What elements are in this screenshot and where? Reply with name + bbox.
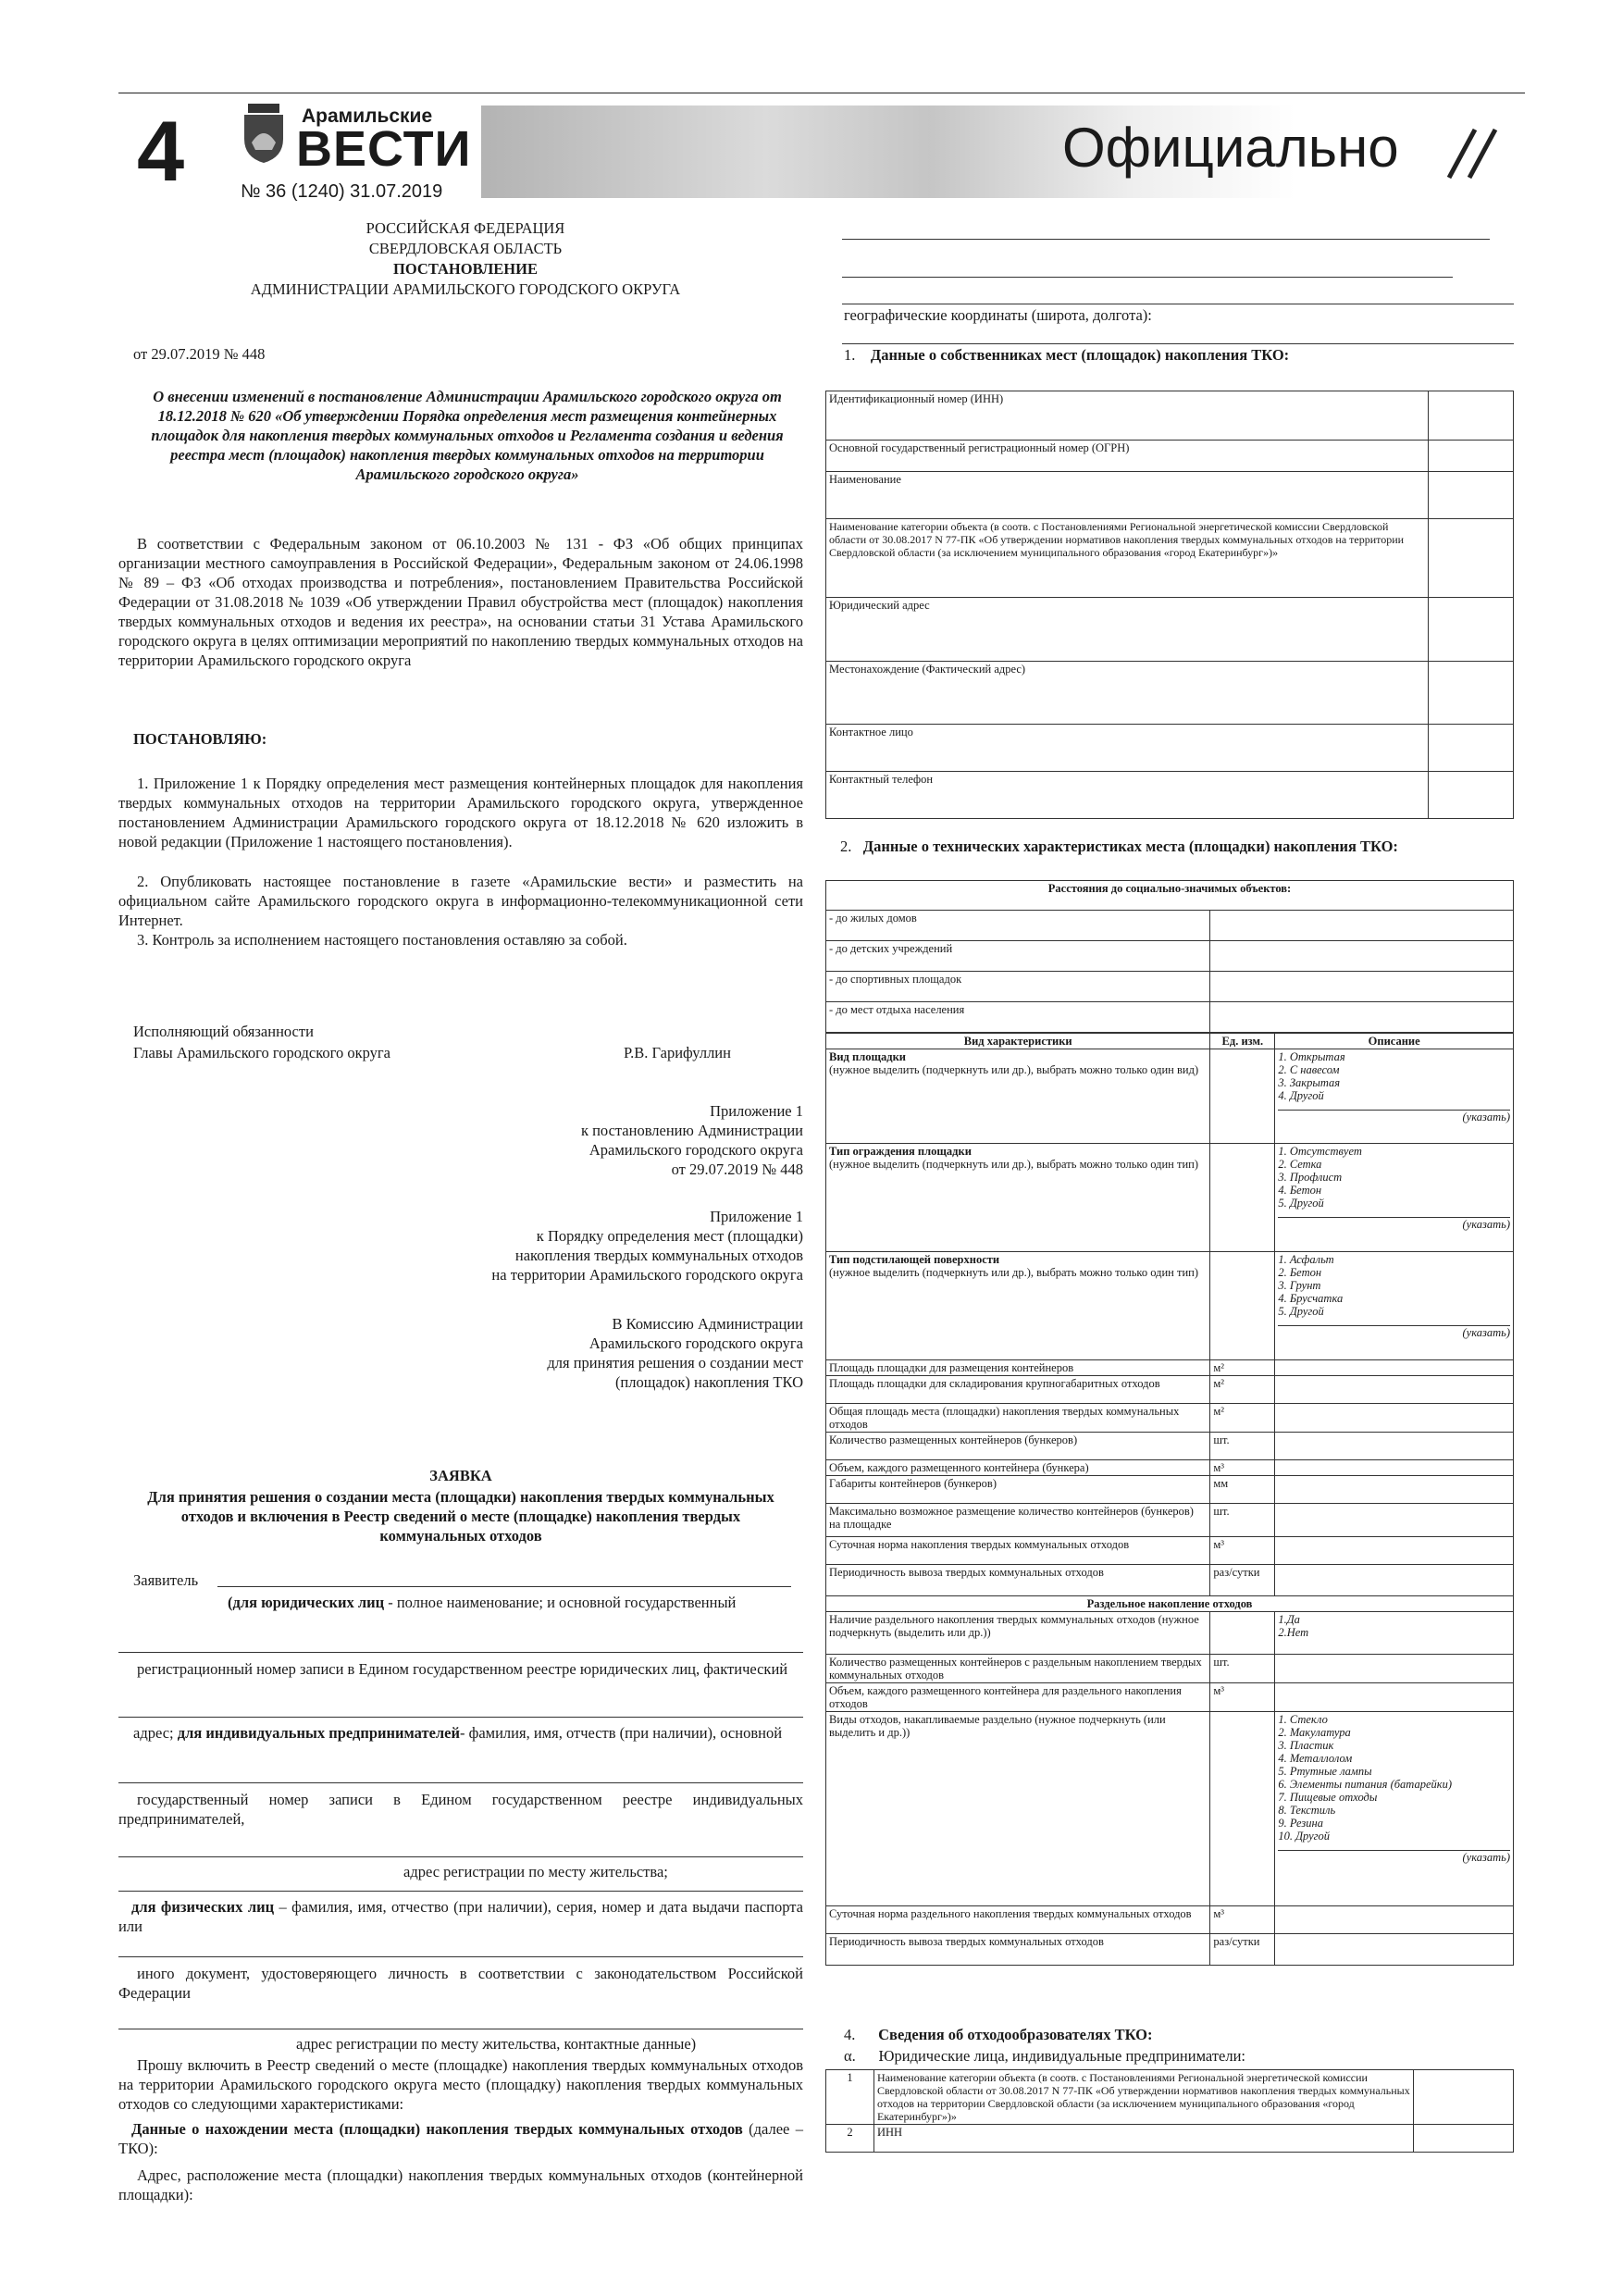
kind-row (826, 1049, 1210, 1144)
location-rest: (далее – ТКО): (118, 2120, 803, 2157)
kind-row (826, 1144, 1210, 1252)
metric-value[interactable] (1275, 1565, 1514, 1596)
option-item[interactable]: 1. Асфальт (1278, 1253, 1334, 1266)
owner-row-label: Контактное лицо (826, 725, 1429, 772)
appendix1-block (278, 1101, 803, 1179)
distances-title: Расстояния до социально-значимых объектов: (826, 881, 1514, 911)
request-text: Прошу включить в Реестр сведений о месте (площадке) накопления твердых коммунальных отходов на территории Арамильского городского округа место (площадку) накопления твердых коммунальных отходов со следующими характеристиками: (118, 2056, 803, 2113)
appendix2-line: к Порядку определения мест (площадки) (536, 1227, 803, 1245)
distance-label: - до жилых домов (826, 911, 1210, 941)
sep-value[interactable] (1275, 1906, 1514, 1934)
ip-address-label: адрес регистрации по месту жительства; (403, 1863, 668, 1880)
phys-cont: иного документ, удостоверяющего личность в соответствии с законодательством Российской Федерации (118, 1965, 803, 2002)
right-line-1[interactable] (842, 239, 1490, 240)
phys-top-line[interactable] (118, 1891, 803, 1892)
owner-row-value[interactable] (1429, 472, 1514, 519)
gen-row-number: 1 (826, 2070, 874, 2125)
metric-unit: м³ (1210, 1537, 1275, 1565)
header-line-2: СВЕРДЛОВСКАЯ ОБЛАСТЬ (368, 240, 563, 257)
option-item[interactable]: 3. Пластик (1278, 1739, 1334, 1752)
appendix1-line: Приложение 1 (710, 1102, 803, 1120)
owner-row-value[interactable] (1429, 772, 1514, 819)
sep-unit (1210, 1712, 1275, 1906)
option-item[interactable]: 9. Резина (1278, 1817, 1323, 1830)
owner-row-label: Контактный телефон (826, 772, 1429, 819)
metric-value[interactable] (1275, 1404, 1514, 1433)
option-item[interactable]: 2. Макулатура (1278, 1726, 1351, 1739)
ip-input-line[interactable] (118, 1782, 803, 1783)
kind-note: (нужное выделить (подчеркнуть или др.), выбрать можно только один тип) (829, 1266, 1199, 1279)
decree-title: О внесении изменений в постановление Администрации Арамильского городского округа от 18.12.2018 № 620 «Об утверждении Порядка определения мест размещения контейнерных площадок для накопления твердых коммунальных отходов и Регламента создания и ведения реестра мест (площадок) накопления твердых коммунальных отходов на территории Арамильского городского округа» (151, 388, 784, 483)
distance-label: - до спортивных площадок (826, 972, 1210, 1002)
col-desc-header: Описание (1275, 1034, 1514, 1049)
owner-row-value[interactable] (1429, 725, 1514, 772)
kind-title: Вид площадки (829, 1050, 906, 1063)
sep-label: Наличие раздельного накопления твердых коммунальных отходов (нужное подчеркнуть (выделить или др.)) (826, 1612, 1210, 1655)
option-item[interactable]: 4. Металлолом (1278, 1752, 1353, 1765)
metric-unit: шт. (1210, 1433, 1275, 1460)
distance-value[interactable] (1210, 1002, 1514, 1033)
section4a-num: α. (844, 2047, 856, 2065)
kind-row (826, 1252, 1210, 1360)
appendix1-line: Арамильского городского округа (588, 1141, 803, 1159)
phys-text (118, 1897, 803, 1936)
metric-value[interactable] (1275, 1460, 1514, 1476)
masthead (118, 93, 1525, 213)
option-item[interactable]: 3. Закрытая (1278, 1076, 1341, 1089)
decree-resolve: ПОСТАНОВЛЯЮ: (133, 730, 267, 748)
gen-row-label: ИНН (873, 2125, 1413, 2153)
appendix2-line: Приложение 1 (710, 1208, 803, 1225)
sep-label: Периодичность вывоза твердых коммунальных отходов (826, 1934, 1210, 1966)
col-kind-header: Вид характеристики (826, 1034, 1210, 1049)
metric-label: Площадь площадки для складирования крупногабаритных отходов (826, 1376, 1210, 1404)
location-bold: Данные о нахождении места (площадки) накопления твердых коммунальных отходов (131, 2120, 743, 2138)
metric-label: Максимально возможное размещение количество контейнеров (бункеров) на площадке (826, 1504, 1210, 1537)
metric-value[interactable] (1275, 1537, 1514, 1565)
application-title: ЗАЯВКА (429, 1467, 492, 1484)
section1-heading (844, 345, 1289, 365)
option-item[interactable]: 2. Сетка (1278, 1158, 1322, 1171)
ip-pre: адрес; (133, 1724, 174, 1742)
newspaper-name-big: ВЕСТИ (296, 121, 472, 177)
section2-title: Данные о технических характеристиках места (площадки) накопления ТКО: (862, 838, 1398, 855)
decree-item-3: 3. Контроль за исполнением настоящего постановления оставляю за собой. (137, 931, 627, 949)
sep-value[interactable] (1275, 1655, 1514, 1683)
characteristics-table (825, 1033, 1514, 1966)
metric-unit: мм (1210, 1476, 1275, 1504)
option-item[interactable]: 3. Профлист (1278, 1171, 1343, 1184)
owner-row-label: Основной государственный регистрационный номер (ОГРН) (826, 441, 1429, 472)
kind-options[interactable] (1275, 1049, 1514, 1144)
section-title: Официально (1062, 117, 1399, 179)
sep-options[interactable] (1275, 1712, 1514, 1906)
ip-cont: государственный номер записи в Едином государственном реестре индивидуальных предпринимателей, (118, 1791, 803, 1828)
legal-entity-cont: регистрационный номер записи в Едином государственном реестре юридических лиц, фактический (137, 1660, 788, 1678)
sep-label: Виды отходов, накапливаемые раздельно (нужное подчеркнуть (или выделить и др.)) (826, 1712, 1210, 1906)
addressee-line: для принятия решения о создании мест (547, 1354, 803, 1371)
option-item[interactable]: 2. Бетон (1278, 1266, 1322, 1279)
newspaper-name-small: Арамильские (302, 105, 433, 127)
sep-unit: м³ (1210, 1906, 1275, 1934)
option-item[interactable]: 2.Нет (1278, 1626, 1309, 1639)
metric-label: Площадь площадки для размещения контейнеров (826, 1360, 1210, 1376)
metric-label: Суточная норма накопления твердых коммунальных отходов (826, 1537, 1210, 1565)
sep-label: Суточная норма раздельного накопления твердых коммунальных отходов (826, 1906, 1210, 1934)
section4-heading (844, 2025, 1152, 2044)
decree-item-2: 2. Опубликовать настоящее постановление в газете «Арамильские вести» и разместить на официальном сайте Арамильского городского округа в информационно-телекоммуникационной сети Интернет. (118, 873, 803, 929)
legal-input-line[interactable] (118, 1652, 803, 1653)
metric-unit: м² (1210, 1404, 1275, 1433)
option-item[interactable]: 3. Грунт (1278, 1279, 1321, 1292)
distance-label: - до детских учреждений (826, 941, 1210, 972)
section2-heading (825, 837, 1514, 856)
distances-table (825, 880, 1514, 1033)
kind-note: (нужное выделить (подчеркнуть или др.), выбрать можно только один тип) (829, 1158, 1199, 1171)
owner-row-label: Наименование (826, 472, 1429, 519)
ip-bold: для индивидуальных предпринимателей (177, 1724, 461, 1742)
option-item[interactable]: 8. Текстиль (1278, 1804, 1336, 1817)
phys-bold: для физических лиц (131, 1898, 275, 1916)
sep-unit: раз/сутки (1210, 1934, 1275, 1966)
addressee-block (278, 1314, 803, 1392)
appendix2-line: на территории Арамильского городского округа (491, 1266, 803, 1284)
owner-row-value[interactable] (1429, 391, 1514, 441)
gen-row-number: 2 (826, 2125, 874, 2153)
owner-row-label: Юридический адрес (826, 598, 1429, 662)
distance-value[interactable] (1210, 911, 1514, 941)
owner-row-value[interactable] (1429, 662, 1514, 725)
decree-item-1: 1. Приложение 1 к Порядку определения мест размещения контейнерных площадок для накопления твердых коммунальных отходов на территории Арамильского городского округа, утвержденное постановлением Администрации Арамильского городского округа от 18.12.2018 № 620 изложить в новой редакции (Приложение 1 настоящего постановления). (118, 775, 803, 850)
appendix2-block (278, 1207, 803, 1285)
header-line-3: ПОСТАНОВЛЕНИЕ (393, 260, 538, 278)
issue-number: № 36 (1240) 31.07.2019 (241, 181, 443, 202)
kind-note: (нужное выделить (подчеркнуть или др.), выбрать можно только один вид) (829, 1063, 1199, 1076)
kind-unit (1210, 1144, 1275, 1252)
option-item[interactable]: 2. С навесом (1278, 1063, 1340, 1076)
option-item[interactable]: 1. Отсутствует (1278, 1145, 1362, 1158)
owner-row-value[interactable] (1429, 441, 1514, 472)
specify-note: (указать) (1278, 1110, 1510, 1123)
location-text (118, 2119, 803, 2158)
applicant-input-line[interactable] (217, 1586, 791, 1587)
addressee-line: В Комиссию Администрации (612, 1315, 803, 1333)
right-line-4[interactable] (842, 343, 1514, 344)
owner-row-label: Наименование категории объекта (в соотв. с Постановлениями Региональной энергетической комиссии Свердловской области от 30.08.2017 N 77-ПК «Об утверждении нормативов накопления твердых коммунальных отходов на территории Свердловской области (за исключением муниципального образования «город Екатеринбург»)» (826, 519, 1429, 598)
metric-label: Объем, каждого размещенного контейнера (бункера) (826, 1460, 1210, 1476)
option-item[interactable]: 6. Элементы питания (батарейки) (1278, 1778, 1453, 1791)
metric-value[interactable] (1275, 1504, 1514, 1537)
signature-name: Р.В. Гарифуллин (624, 1044, 731, 1061)
metric-value[interactable] (1275, 1360, 1514, 1376)
option-item[interactable]: 5. Ртутные лампы (1278, 1765, 1372, 1778)
kind-options[interactable] (1275, 1144, 1514, 1252)
metric-label: Количество размещенных контейнеров (бункеров) (826, 1433, 1210, 1460)
sep-label: Объем, каждого размещенного контейнера для раздельного накопления отходов (826, 1683, 1210, 1712)
right-line-2[interactable] (842, 277, 1453, 278)
header-line-1: РОССИЙСКАЯ ФЕДЕРАЦИЯ (365, 219, 565, 237)
waste-generators-table (825, 2069, 1514, 2153)
separate-collection-title: Раздельное накопление отходов (826, 1596, 1514, 1612)
town-emblem (241, 102, 287, 165)
signature-position-2: Главы Арамильского городского округа (133, 1044, 391, 1061)
phys-address-label: адрес регистрации по месту жительства, контактные данные) (296, 2035, 697, 2053)
appendix2-line: накопления твердых коммунальных отходов (514, 1247, 803, 1264)
option-item[interactable]: 1. Стекло (1278, 1713, 1328, 1726)
owner-row-value[interactable] (1429, 519, 1514, 598)
option-item[interactable]: 4. Брусчатка (1278, 1292, 1344, 1305)
metric-unit: м² (1210, 1360, 1275, 1376)
address-text: Адрес, расположение места (площадки) накопления твердых коммунальных отходов (контейнерной площадки): (118, 2166, 803, 2203)
sep-unit (1210, 1612, 1275, 1655)
ip-address-input-line[interactable] (118, 1856, 803, 1857)
section4-title: Сведения об отходообразователях ТКО: (878, 2026, 1153, 2043)
owner-row-label: Идентификационный номер (ИНН) (826, 391, 1429, 441)
page-number: 4 (137, 105, 185, 199)
col-unit-header: Ед. изм. (1210, 1034, 1275, 1049)
decree-date: от 29.07.2019 № 448 (133, 345, 266, 363)
legal-entity-rest: - полное наименование; и основной государственный (388, 1594, 737, 1611)
ip-rest: - фамилия, имя, отчеств (при наличии), основной (460, 1724, 783, 1742)
applicant-label: Заявитель (133, 1571, 199, 1589)
option-item[interactable]: 5. Другой (1278, 1197, 1324, 1210)
sep-value[interactable] (1275, 1934, 1514, 1966)
header-line-4: АДМИНИСТРАЦИИ АРАМИЛЬСКОГО ГОРОДСКОГО ОКРУГА (250, 280, 681, 298)
section4a-heading (844, 2046, 1245, 2066)
distance-value[interactable] (1210, 941, 1514, 972)
addressee-line: Арамильского городского округа (588, 1334, 803, 1352)
kind-options[interactable] (1275, 1252, 1514, 1360)
gen-row-label: Наименование категории объекта (в соотв. с Постановлениями Региональной энергетической комиссии Свердловской области от 30.08.2017 N 77-ПК «Об утверждении нормативов накопления твердых коммунальных отходов на территории Свердловской области (за исключением муниципального образования «город Екатеринбург»)» (873, 2070, 1413, 2125)
option-item[interactable]: 1.Да (1278, 1613, 1300, 1626)
ip-text (118, 1723, 803, 1743)
specify-note: (указать) (1278, 1850, 1510, 1864)
decree-preamble: В соответствии с Федеральным законом от 06.10.2003 № 131 - ФЗ «Об общих принципах организации местного самоуправления в Российской Федерации», Федеральным законом от 24.06.1998 № 89 – ФЗ «Об отходах производства и потребления», постановлением Правительства Российской Федерации от 31.08.2018 № 1039 «Об утверждении Правил обустройства мест (площадок) накопления твердых коммунальных отходов и ведения их реестра», на основании статьи 31 Устава Арамильского городского округа в целях оптимизации мероприятий по накоплению твердых коммунальных отходов на территории Арамильского городского округа (118, 535, 803, 669)
application-subtitle: Для принятия решения о создании места (площадки) накопления твердых коммунальных отходов и включения в Реестр сведений о месте (площадке) накопления твердых коммунальных отходов (147, 1488, 774, 1545)
double-slash-icon (1443, 126, 1505, 181)
option-item[interactable]: 4. Бетон (1278, 1184, 1322, 1197)
option-item[interactable]: 7. Пищевые отходы (1278, 1791, 1378, 1804)
option-item[interactable]: 5. Другой (1278, 1305, 1324, 1318)
section2-num: 2. (840, 838, 852, 855)
distance-value[interactable] (1210, 972, 1514, 1002)
owner-row-value[interactable] (1429, 598, 1514, 662)
distance-label: - до мест отдыха населения (826, 1002, 1210, 1033)
metric-unit: шт. (1210, 1504, 1275, 1537)
sep-options[interactable] (1275, 1612, 1514, 1655)
metric-unit: м³ (1210, 1460, 1275, 1476)
specify-note: (указать) (1278, 1325, 1510, 1339)
section1-title: Данные о собственниках мест (площадок) накопления ТКО: (870, 346, 1290, 364)
metric-value[interactable] (1275, 1476, 1514, 1504)
appendix1-line: к постановлению Администрации (580, 1122, 803, 1139)
legal-entity-text (118, 1593, 803, 1612)
metric-label: Периодичность вывоза твердых коммунальных отходов (826, 1565, 1210, 1596)
sep-value[interactable] (1275, 1683, 1514, 1712)
kind-unit (1210, 1252, 1275, 1360)
owners-table (825, 391, 1514, 819)
section4-num: 4. (844, 2026, 856, 2043)
sep-unit: шт. (1210, 1655, 1275, 1683)
geo-coordinates-label: географические координаты (широта, долгота): (844, 306, 1152, 324)
specify-note: (указать) (1278, 1217, 1510, 1231)
section4a-title: Юридические лица, индивидуальные предприниматели: (878, 2047, 1245, 2065)
gen-row-value[interactable] (1414, 2125, 1514, 2153)
owner-row-label: Местонахождение (Фактический адрес) (826, 662, 1429, 725)
metric-unit: м² (1210, 1376, 1275, 1404)
metric-label: Габариты контейнеров (бункеров) (826, 1476, 1210, 1504)
sep-label: Количество размещенных контейнеров с раздельным накоплением твердых коммунальных отходов (826, 1655, 1210, 1683)
legal-address-line[interactable] (118, 1717, 803, 1718)
addressee-line: (площадок) накопления ТКО (614, 1373, 803, 1391)
metric-value[interactable] (1275, 1433, 1514, 1460)
metric-value[interactable] (1275, 1376, 1514, 1404)
kind-title: Тип подстилающей поверхности (829, 1253, 1000, 1266)
metric-unit: раз/сутки (1210, 1565, 1275, 1596)
section1-num: 1. (844, 346, 856, 364)
kind-title: Тип ограждения площадки (829, 1145, 972, 1158)
option-item[interactable]: 1. Открытая (1278, 1050, 1345, 1063)
sep-unit: м³ (1210, 1683, 1275, 1712)
appendix1-line: от 29.07.2019 № 448 (671, 1160, 803, 1178)
signature-position-1: Исполняющий обязанности (133, 1023, 314, 1040)
option-item[interactable]: 10. Другой (1278, 1830, 1331, 1843)
phys-rest: – фамилия, имя, отчество (при наличии), серия, номер и дата выдачи паспорта или (118, 1898, 803, 1935)
option-item[interactable]: 4. Другой (1278, 1089, 1324, 1102)
kind-unit (1210, 1049, 1275, 1144)
legal-entity-bold: (для юридических лиц (228, 1594, 385, 1611)
metric-label: Общая площадь места (площадки) накопления твердых коммунальных отходов (826, 1404, 1210, 1433)
gen-row-value[interactable] (1414, 2070, 1514, 2125)
phys-input-line[interactable] (118, 1956, 803, 1957)
